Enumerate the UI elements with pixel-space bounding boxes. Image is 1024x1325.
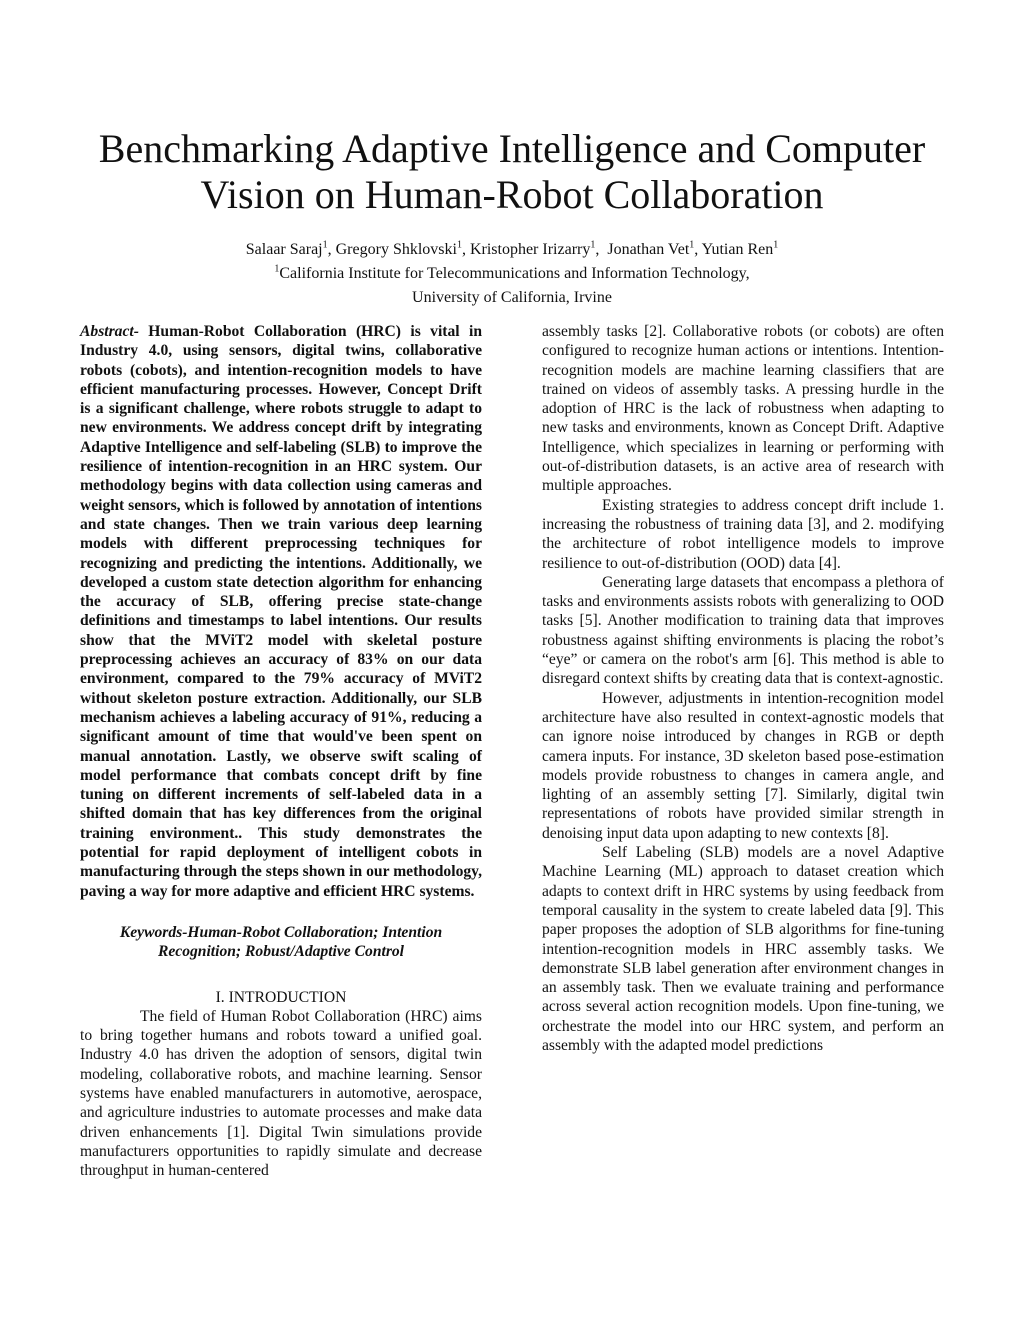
intro-paragraph-4: However, adjustments in intention-recognition model architecture have also resulted in context-agnostic models that can ignore noise introduced by changes in RGB or depth camera inputs. For instance, 3D skeleton based pose-estimation models provide robustness to changes in camera angle, and lighting of an assembly setting [7]. Similarly, digital twin representations of robots have provided similar strength in denoising input data upon adapting to new contexts [8]. xyxy=(542,689,944,842)
affiliation-line-2: University of California, Irvine xyxy=(412,289,612,306)
author-name: Jonathan Vet xyxy=(607,241,690,258)
abstract-text: Human-Robot Collaboration (HRC) is vital in Industry 4.0, using sensors, digital twins, collaborative robots (cobots), and intention-recognition models to have efficient manufacturing processes. However, Concept Drift is a significant challenge, where robots struggle to adapt to new environments. We address concept drift by integrating Adaptive Intelligence and self-labeling (SLB) to improve the resilience of intention-recognition in an HRC system. Our methodology begins with data collection using cameras and weight sensors, which is followed by annotation of intentions and state changes. Then we train various deep learning models with different preprocessing techniques for recognizing and predicting the intentions. Additionally, we developed a custom state detection algorithm for enhancing the accuracy of SLB, offering precise state-change definitions and timestamps to label intentions. Our results show that the MViT2 model with skeletal posture preprocessing achieves an accuracy of 83% on our data environment, compared to the 79% accuracy of MViT2 without skeleton posture extraction. Additionally, our SLB mechanism achieves a labeling accuracy of 91%, reducing a significant amount of time that would've been spent on manual annotation. Lastly, we observe swift scaling of model performance that combats concept drift by fine tuning on different increments of self-labeled data in a shifted domain that has key differences from the original training environment.. This study demonstrates the potential for rapid deployment of intelligent cobots in manufacturing through the steps shown in our methodology, paving a way for more adaptive and efficient HRC systems. xyxy=(80,323,482,900)
abstract xyxy=(80,322,482,901)
intro-paragraph-5: Self Labeling (SLB) models are a novel Adaptive Machine Learning (ML) approach to dataset creation which adapts to context drift in HRC systems by using feedback from temporal causality in the system to create labeled data [9]. This paper proposes the adoption of SLB algorithms for fine-tuning intention-recognition models in HRC assembly tasks. We demonstrate SLB label generation after environment changes in an assembly task. Then we evaluate training and performance across several action recognition models. Upon fine-tuning, we orchestrate the model into our HRC system, and perform an assembly with the adapted model predictions xyxy=(542,844,944,1054)
author-name: Salaar Saraj xyxy=(245,241,323,258)
author-list: Salaar Saraj$^1$, Gregory Shklovski$^1$, Kristopher Irizarry$^1$, Jonathan Vet$^1$, Yutian Ren$^1$ xyxy=(245,239,779,258)
author-block xyxy=(60,238,964,310)
author-name: Yutian Ren xyxy=(701,241,774,258)
author-affiliation-mark: 1 xyxy=(689,239,695,251)
author-affiliation-mark: 1 xyxy=(590,239,596,251)
section-heading-introduction: I. INTRODUCTION xyxy=(215,988,347,1006)
affiliation-text: California Institute for Telecommunications and Information Technology, xyxy=(279,265,750,282)
keywords: Keywords-Human-Robot Collaboration; Intention Recognition; Robust/Adaptive Control xyxy=(119,923,443,961)
abstract-label: Abstract- xyxy=(80,323,139,340)
paper-title xyxy=(60,126,964,218)
intro-paragraph-3: Generating large datasets that encompass a plethora of tasks and environments assists robots with generalizing to OOD tasks [5]. Another modification to training data that improves robustness against shifting environments is placing the robot’s “eye” or camera on the robot's arm [6]. This method is able to disregard context shifts by creating data that is context-agnostic. xyxy=(542,573,944,688)
author-affiliation-mark: 1 xyxy=(456,239,462,251)
title-line-1: Benchmarking Adaptive Intelligence and Computer xyxy=(98,126,926,171)
right-column xyxy=(542,322,944,1055)
author-name: Kristopher Irizarry xyxy=(469,241,591,258)
affiliation-line-1 xyxy=(60,262,964,286)
author-name: Gregory Shklovski xyxy=(335,241,457,258)
title-line-2: Vision on Human-Robot Collaboration xyxy=(200,172,824,217)
intro-paragraph-1-continued: assembly tasks [2]. Collaborative robots (or cobots) are often configured to recognize human actions or intentions. Intention-recognition models are machine learning classifiers that are trained on videos of assembly tasks. A pressing hurdle in the adoption of HRC is the lack of robustness when adapting to new tasks and environments, known as Concept Drift. Adaptive Intelligence, which specializes in learning or performing with out-of-distribution datasets, is an active area of research with multiple approaches. xyxy=(542,323,944,495)
intro-paragraph-1: The field of Human Robot Collaboration (HRC) aims to bring together humans and robots toward a unified goal. Industry 4.0 has driven the adoption of sensors, digital twin modeling, collaborative robots, and machine learning. Sensor systems have enabled manufacturers in automotive, aerospace, and agriculture industries to automate processes and make data driven enhancements [1]. Digital Twin simulations provide manufacturers opportunities to rapidly simulate and decrease throughput in human-centered xyxy=(80,1007,482,1180)
author-affiliation-mark: 1 xyxy=(773,239,779,251)
affiliation-mark: 1 xyxy=(274,263,280,275)
intro-paragraph-2: Existing strategies to address concept drift include 1. increasing the robustness of training data [3], and 2. modifying the architecture of robot intelligence models to improve resilience to out-of-distribution (OOD) data [4]. xyxy=(542,496,944,572)
author-affiliation-mark: 1 xyxy=(322,239,328,251)
left-column xyxy=(80,322,482,1180)
